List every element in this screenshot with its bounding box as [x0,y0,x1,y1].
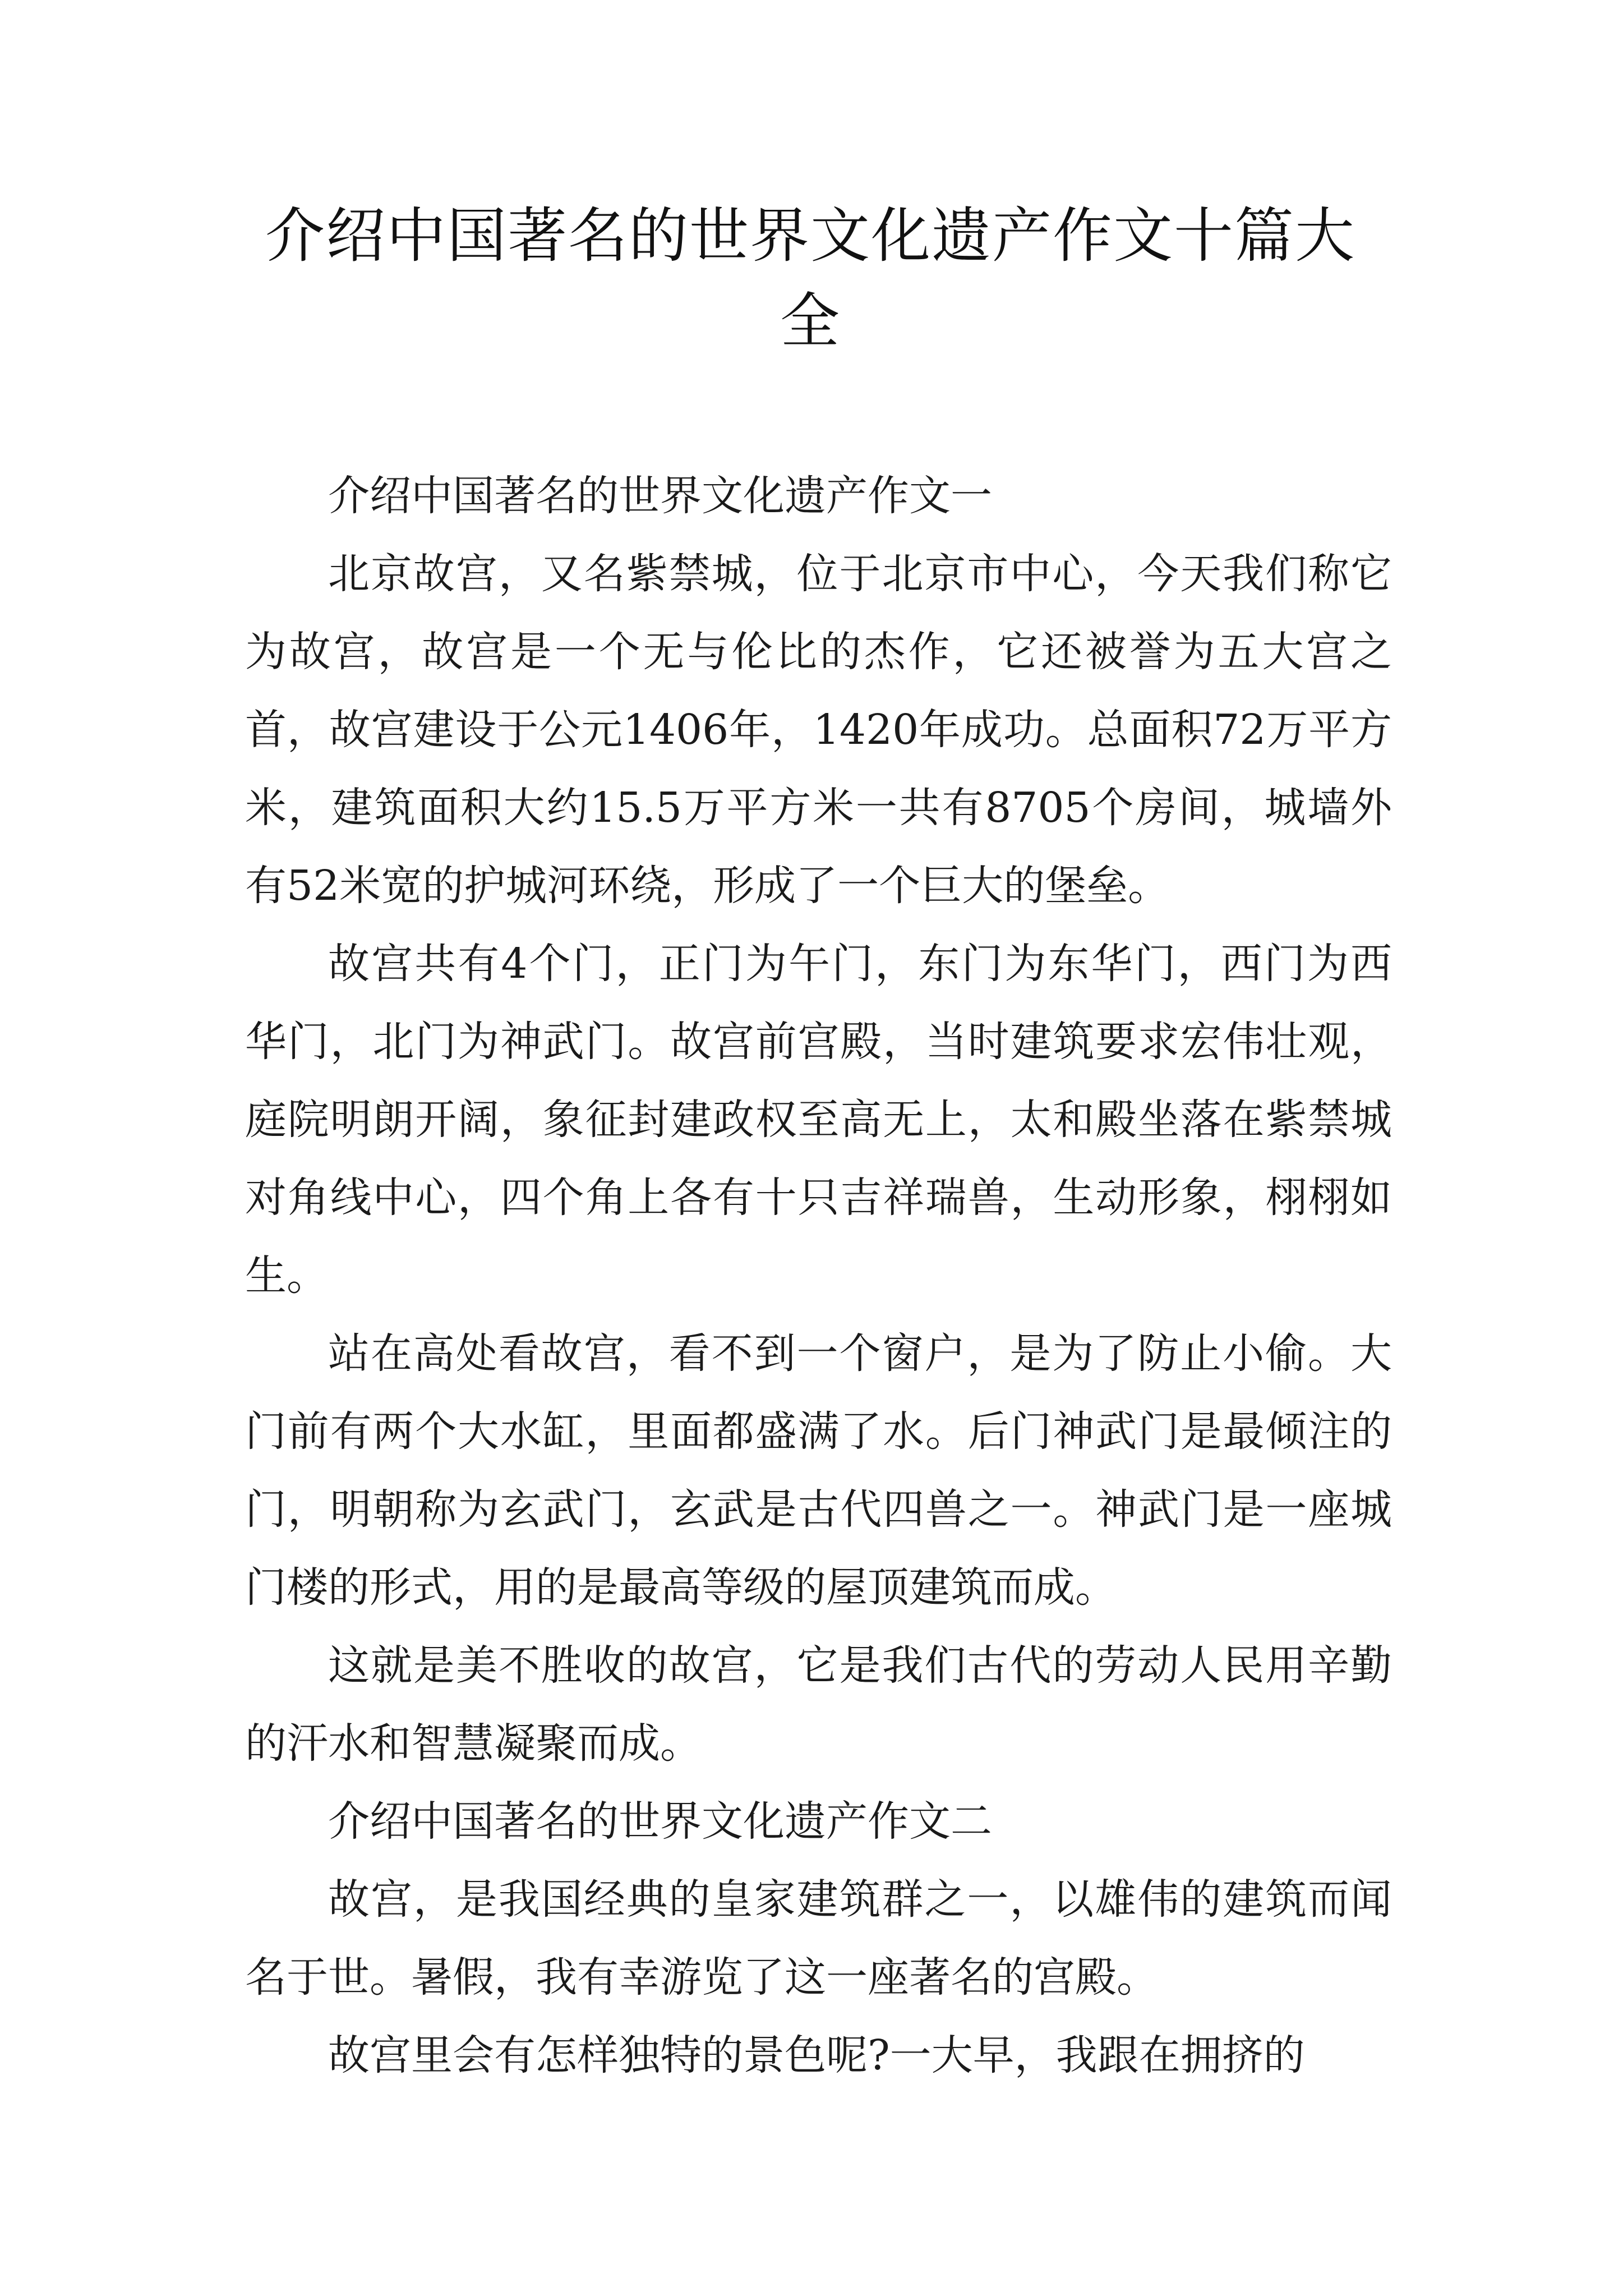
paragraph: 故宫共有4个门，正门为午门，东门为东华门，西门为西华门，北门为神武门。故宫前宫殿，当时建筑要求宏伟壮观，庭院明朗开阔，象征封建政权至高无上，太和殿坐落在紫禁城对角线中心，四个角上各有十只吉祥瑞兽，生动形象，栩栩如生。 [245,940,1392,1300]
paragraph: 故宫，是我国经典的皇家建筑群之一，以雄伟的建筑而闻名于世。暑假，我有幸游览了这一座著名的宫殿。 [245,1875,1392,2001]
document-body [245,457,1392,2095]
document-title: 介绍中国著名的世界文化遗产作文十篇大全 [265,201,1355,356]
paragraph: 站在高处看故宫，看不到一个窗户，是为了防止小偷。大门前有两个大水缸，里面都盛满了水。后门神武门是最倾注的门，明朝称为玄武门，玄武是古代四兽之一。神武门是一座城门楼的形式，用的是最高等级的屋顶建筑而成。 [245,1329,1392,1612]
section-heading-2: 介绍中国著名的世界文化遗产作文二 [328,1797,992,1846]
paragraph: 北京故宫，又名紫禁城，位于北京市中心，今天我们称它为故宫，故宫是一个无与伦比的杰作，它还被誉为五大宫之首，故宫建设于公元1406年，1420年成功。总面积72万平方米，建筑面积大约15.5万平方米一共有8705个房间，城墙外有52米宽的护城河环绕，形成了一个巨大的堡垒。 [245,550,1392,910]
paragraph: 故宫里会有怎样独特的景色呢?一大早，我跟在拥挤的 [328,2031,1305,2079]
section-heading-1: 介绍中国著名的世界文化遗产作文一 [328,472,992,520]
paragraph: 这就是美不胜收的故宫，它是我们古代的劳动人民用辛勤的汗水和智慧凝聚而成。 [245,1641,1392,1768]
